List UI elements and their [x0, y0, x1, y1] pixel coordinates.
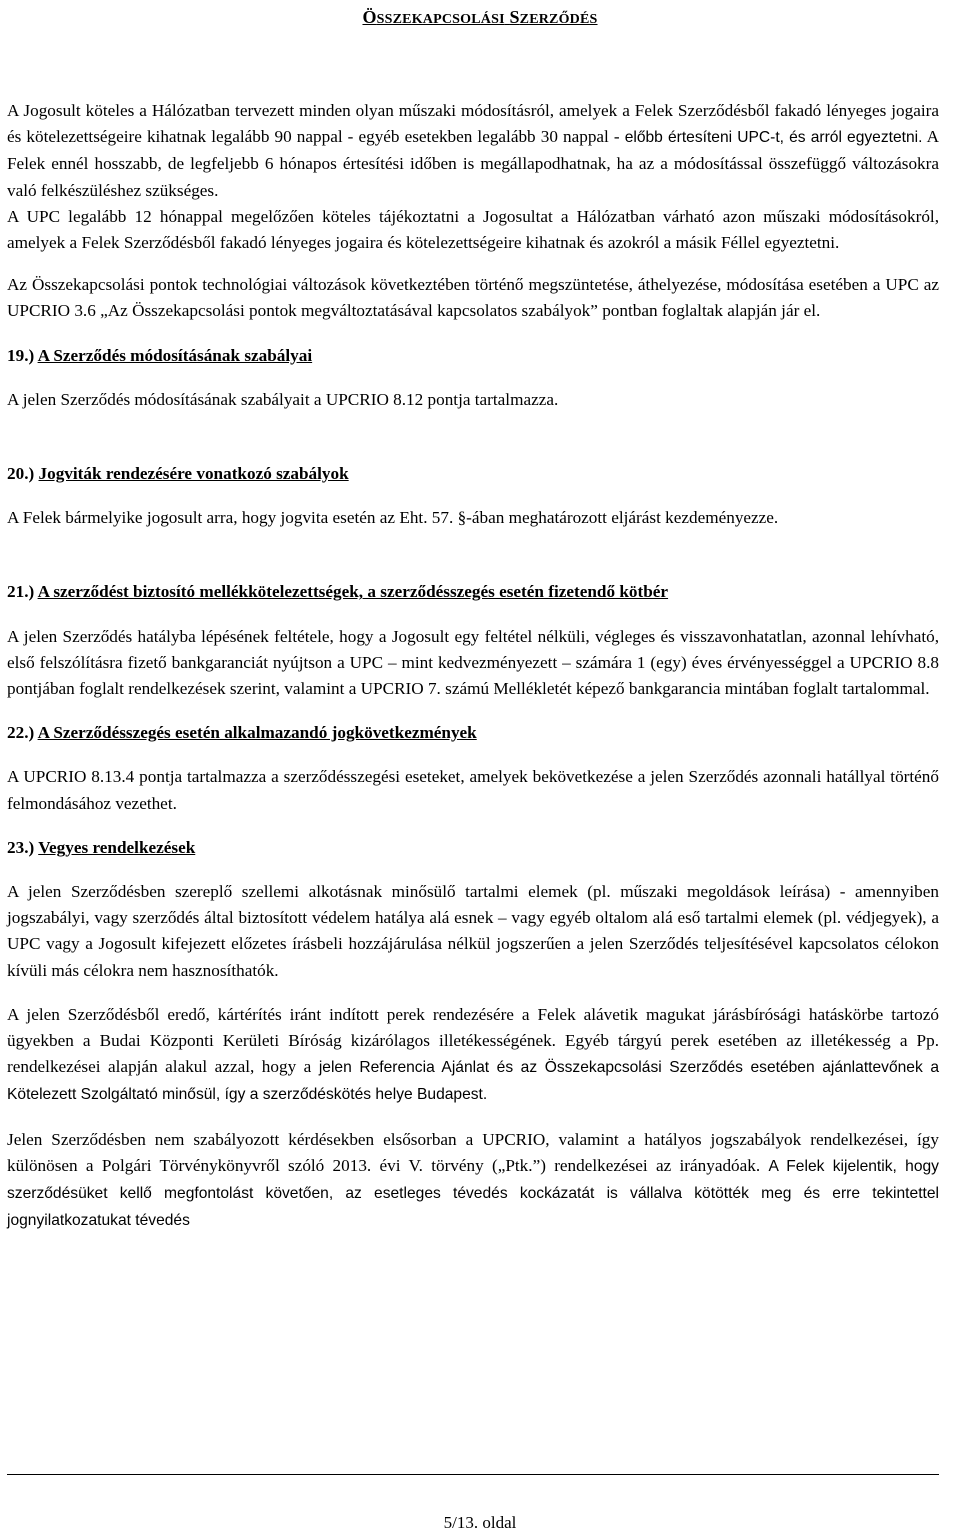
- section-22-title: A Szerződésszegés esetén alkalmazandó jogkövetkezmények: [37, 723, 477, 743]
- paragraph-breach-consequences: A UPCRIO 8.13.4 pontja tartalmazza a szerződésszegési eseteket, amelyek bekövetkezése a jelen Szerződés azonnali hatállyal történő felmondásához vezethet.: [7, 767, 939, 813]
- paragraph-interconnection-points: Az Összekapcsolási pontok technológiai változások következtében történő megszüntetése, áthelyezése, módosítása esetében a UPC az UPCRIO 3.6 „Az Összekapcsolási pontok megváltoztatásával kapcsolatos szabályok” pontban foglaltak alapján jár el.: [7, 275, 939, 321]
- paragraph-jurisdiction-part-b: jelen Referencia Ajánlat és az Összekapcsolási Szerződés esetében ajánlattevőnek a Kötelezett Szolgáltató minősül, így a szerződéskötés helye Budapest.: [7, 1059, 939, 1104]
- paragraph-notification-part-c: A Felek ennél hosszabb, de legfeljebb 6 hónapos értesítési időben is megállapodhatnak, ha az a módosítással összefüggő változásokra való felkészüléshez szükséges.: [7, 127, 939, 200]
- section-23-number: 23.): [7, 837, 35, 857]
- footer-divider: [7, 1474, 939, 1475]
- section-heading-21: [7, 579, 939, 605]
- section-22-number: 22: [7, 723, 25, 743]
- paragraph-notification-part-b: előbb értesíteni UPC-t, és arról egyeztetni.: [624, 129, 923, 147]
- section-19-number: 19.): [7, 345, 35, 365]
- section-22-number-suffix: .): [24, 723, 35, 743]
- section-20-number-suffix: .): [24, 464, 35, 484]
- paragraph-jurisdiction-part-a: A jelen Szerződésből eredő, kártérítés iránt indított perek rendezésére a Felek alávetik magukat járásbírósági hatáskörbe tartozó ügyekben a Budai Központi Kerületi Bíróság kizárólagos illetékességének. Egyéb tárgyú perek esetében az illetékesség a Pp. rendelkezései alapján alakul azzal, hogy a: [7, 1004, 939, 1077]
- paragraph-governing-law-part-b: A Felek kijelentik, hogy szerződésüket kellő megfontolást követően, az esetleges tévedés kockázatát is vállalva kötötték meg és erre tekintettel jognyilatkozatukat tévedés: [7, 1157, 939, 1230]
- title-rest-2: ZERZŐDÉS: [519, 12, 598, 27]
- paragraph-dispute-resolution: A Felek bármelyike jogosult arra, hogy jogvita esetén az Eht. 57. §-ában meghatározott eljárást kezdeményezze.: [7, 508, 779, 528]
- paragraph-bank-guarantee: A jelen Szerződés hatályba lépésének feltétele, hogy a Jogosult egy feltétel nélküli, végleges és visszavonhatatlan, azonnal lehívható, első felszólításra fizető bankgaranciát nyújtson a UPC – mint kedvezményezett – számára 1 (egy) éves érvényességgel a UPCRIO 8.8 pontjában foglalt rendelkezések szerint, valamint a UPCRIO 7. számú Mellékletét képező bankgarancia mintában foglalt tartalommal.: [7, 626, 939, 699]
- section-21-number-suffix: .): [24, 582, 35, 602]
- paragraph-amendment-rules: A jelen Szerződés módosításának szabályait a UPCRIO 8.12 pontja tartalmazza.: [7, 389, 559, 409]
- paragraph-governing-law-part-a: Jelen Szerződésben nem szabályozott kérdésekben elsősorban a UPCRIO, valamint a hatályos jogszabályok rendelkezései, így különösen a Polgári Törvénykönyvről szóló 2013. évi V. törvény („Ptk.”) rendelkezései az irányadóak.: [7, 1129, 939, 1175]
- title-rest-1: SSZEKAPCSOLÁSI: [376, 12, 505, 27]
- document-body: [7, 98, 939, 1235]
- paragraph-intellectual-property: A jelen Szerződésben szereplő szellemi alkotásnak minősülő tartalmi elemek (pl. műszaki megoldások leírása) - amennyiben jogszabályi, vagy szerződés által biztosított védelem hatálya alá esnek – vagy egyéb oltalom alá eső tartalmi elemek (pl. védjegyek), a UPC vagy a Jogosult kifejezett előzetes írásbeli hozzájárulása nélkül jogszerűen a jelen Szerződés teljesítésével kapcsolatos célokon kívüli más célokra nem hasznosíthatók.: [7, 882, 939, 980]
- section-heading-23: [7, 835, 939, 861]
- title-letter-1: Ö: [362, 7, 377, 27]
- section-20-number: 20: [7, 464, 25, 484]
- page-number: 5/13. oldal: [443, 1513, 517, 1532]
- section-23-title: Vegyes rendelkezések: [38, 837, 196, 857]
- section-19-title: A Szerződés módosításának szabályai: [37, 345, 313, 365]
- title-letter-2: S: [509, 7, 520, 27]
- section-heading-20: [7, 461, 939, 487]
- page-title: [0, 7, 960, 28]
- paragraph-jurisdiction: [7, 1002, 939, 1109]
- section-21-title: A szerződést biztosító mellékkötelezettségek, a szerződésszegés esetén fizetendő kötbér: [37, 582, 669, 602]
- paragraph-upc-information: A UPC legalább 12 hónappal megelőzően köteles tájékoztatni a Jogosultat a Hálózatban várható azon műszaki módosításokról, amelyek a Felek Szerződésből fakadó lényeges jogaira és kötelezettségeire kihatnak és azokról a másik Féllel egyeztetni.: [7, 206, 939, 253]
- section-heading-19: [7, 343, 939, 369]
- paragraph-governing-law: [7, 1127, 939, 1235]
- paragraph-notification: [7, 98, 939, 204]
- paragraph-notification-part-a: A Jogosult köteles a Hálózatban tervezett minden olyan műszaki módosításról, amelyek a Felek Szerződésből fakadó lényeges jogaira és kötelezettségeire kihatnak legalább 90 nappal - egyéb esetekben legalább 30 nappal -: [7, 101, 939, 147]
- section-21-number: 21: [7, 582, 25, 602]
- section-20-title: Jogviták rendezésére vonatkozó szabályok: [38, 464, 349, 484]
- section-heading-22: [7, 720, 939, 746]
